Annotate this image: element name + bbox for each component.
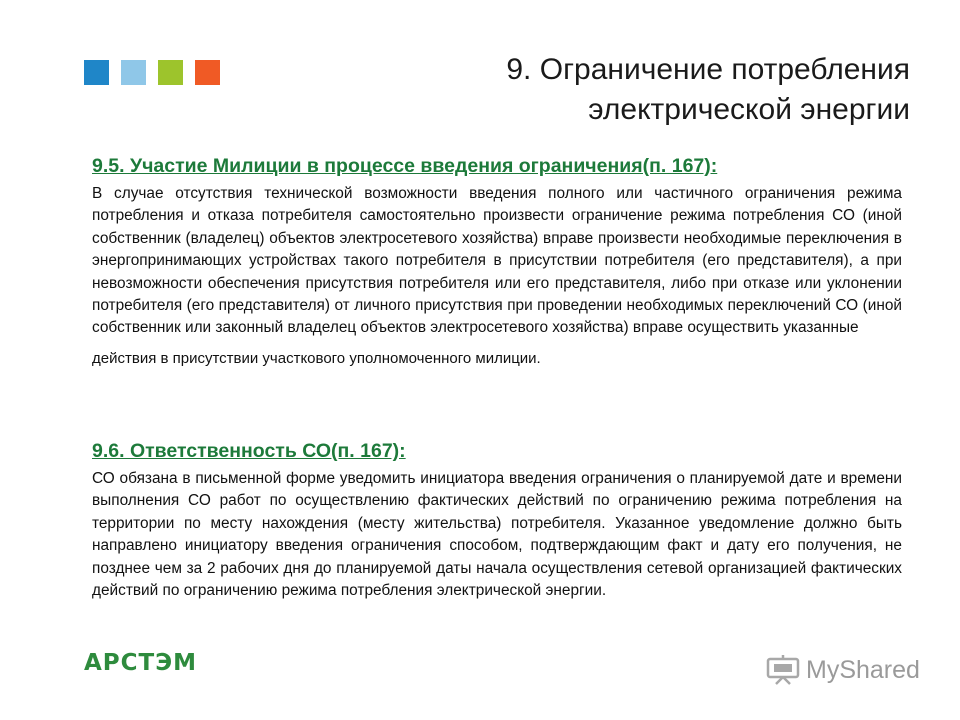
watermark bbox=[766, 655, 920, 685]
section-9-6 bbox=[92, 438, 902, 602]
title-line-2: электрической энергии bbox=[588, 93, 910, 126]
green-square bbox=[158, 60, 183, 85]
slide-title bbox=[390, 50, 910, 130]
blue-square bbox=[84, 60, 109, 85]
section-paragraph-end: действия в присутствии участкового уполномоченного милиции. bbox=[92, 349, 541, 367]
section-paragraph: СО обязана в письменной форме уведомить инициатора введения ограничения о планируемой дате и времени выполнения СО работ по осуществлению фактических действий по ограничению режима потребления на территории по месту нахождения (месту жительства) потребителя. Указанное уведомление должно быть направлено инициатору введения ограничения способом, подтверждающим факт и дату его получения, не позднее чем за 2 рабочих дня до планируемой даты начала осуществления сетевой организацией фактических действий по ограничению режима потребления электрической энергии. bbox=[92, 470, 902, 600]
decorative-squares bbox=[84, 60, 220, 85]
watermark-text: MyShared bbox=[806, 655, 920, 684]
section-heading: 9.5. Участие Милиции в процессе введения ограничения(п. 167): bbox=[92, 155, 718, 177]
section-heading: 9.6. Ответственность СО(п. 167): bbox=[92, 440, 406, 462]
section-paragraph: В случае отсутствия технической возможности введения полного или частичного ограничения режима потребления и отказа потребителя самостоятельно произвести ограничение режима потребления СО (иной собственник (владелец) объектов электросетевого хозяйства) вправе произвести необходимые переключения в энергопринимающих устройствах такого потребителя в присутствии потребителя (его представителя), а при невозможности обеспечения присутствия потребителя или его представителя, либо при отказе или уклонении потребителя (его представителя) от личного присутствия при проведении необходимых переключений СО (иной собственник или законный владелец объектов электросетевого хозяйства) вправе осуществить указанные bbox=[92, 185, 902, 337]
title-line-1: 9. Ограничение потребления bbox=[506, 53, 910, 86]
light-blue-square bbox=[121, 60, 146, 85]
orange-square bbox=[195, 60, 220, 85]
section-9-5 bbox=[92, 153, 902, 370]
company-logo: АРСТЭМ bbox=[84, 650, 197, 676]
presentation-icon bbox=[766, 655, 800, 685]
